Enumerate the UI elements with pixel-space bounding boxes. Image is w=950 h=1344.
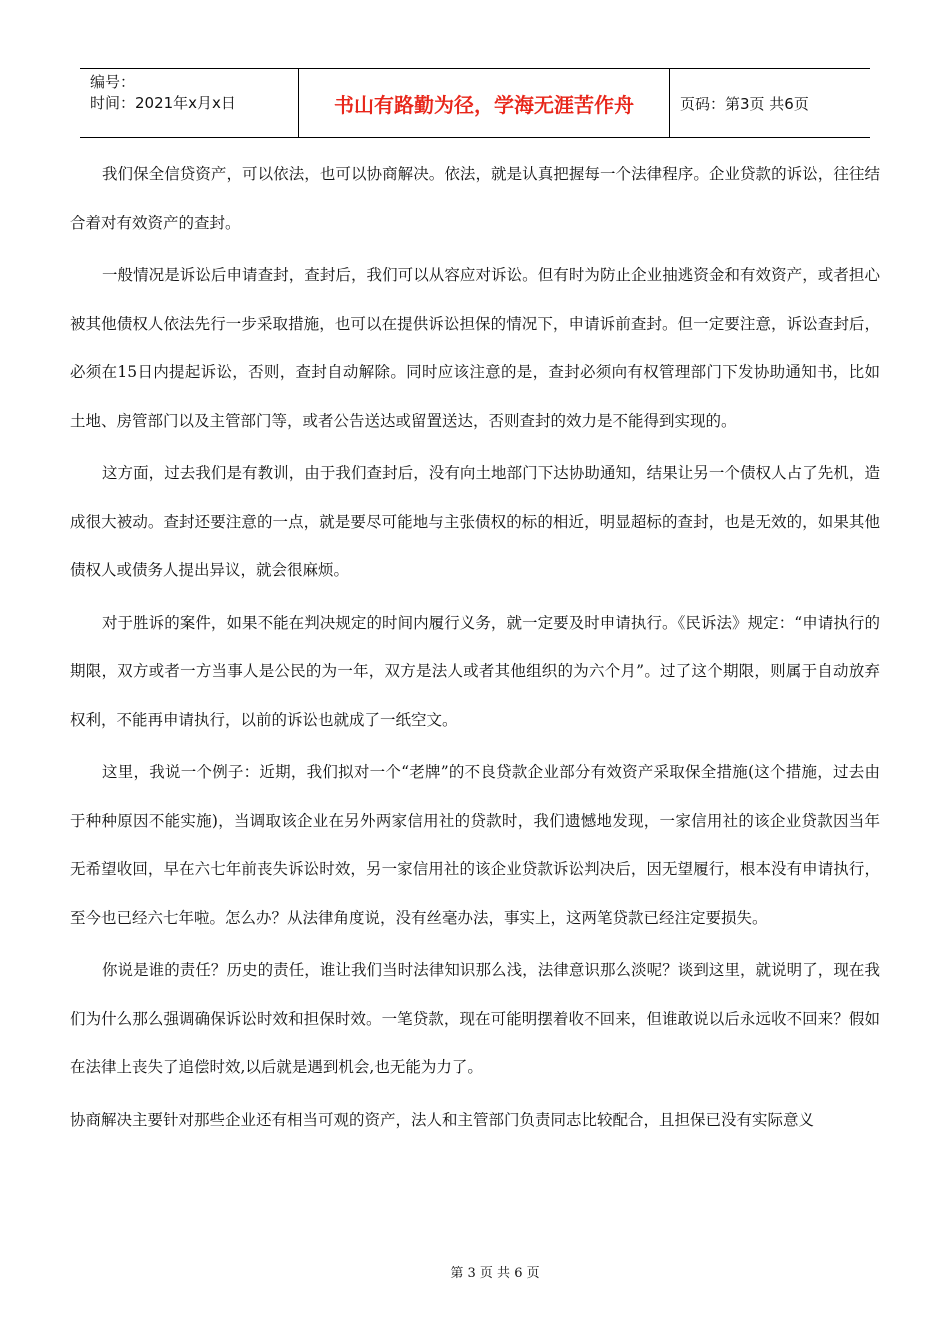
number-label: 编号： xyxy=(90,73,136,91)
paragraph-1: 我们保全信贷资产，可以依法，也可以协商解决。依法，就是认真把握每一个法律程序。企业贷款的诉讼，往往结合着对有效资产的查封。 xyxy=(70,165,880,232)
paragraph-2: 一般情况是诉讼后申请查封，查封后，我们可以从容应对诉讼。但有时为防止企业抽逃资金和有效资产，或者担心被其他债权人依法先行一步采取措施，也可以在提供诉讼担保的情况下，申请诉前查封。但一定要注意，诉讼查封后，必须在15日内提起诉讼，否则，查封自动解除。同时应该注意的是，查封必须向有权管理部门下发协助通知书，比如土地、房管部门以及主管部门等，或者公告送达或留置送达，否则查封的效力是不能得到实现的。 xyxy=(70,266,880,430)
paragraph-4: 对于胜诉的案件，如果不能在判决规定的时间内履行义务，就一定要及时申请执行。《民诉法》规定：“申请执行的期限，双方或者一方当事人是公民的为一年，双方是法人或者其他组织的为六个月”。过了这个期限，则属于自动放弃权利，不能再申请执行，以前的诉讼也就成了一纸空文。 xyxy=(70,613,880,729)
paragraph-3: 这方面，过去我们是有教训，由于我们查封后，没有向土地部门下达协助通知，结果让另一个债权人占了先机，造成很大被动。查封还要注意的一点，就是要尽可能地与主张债权的标的相近，明显超标的查封，也是无效的，如果其他债权人或债务人提出异议，就会很麻烦。 xyxy=(70,464,880,579)
page-footer: 第 3 页 共 6 页 xyxy=(450,1266,540,1281)
header-motto: 书山有路勤为径，学海无涯苦作舟 xyxy=(299,69,670,137)
header-meta xyxy=(80,69,299,137)
document-body xyxy=(70,150,880,1148)
page-header xyxy=(80,68,870,138)
paragraph-7: 协商解决主要针对那些企业还有相当可观的资产，法人和主管部门负责同志比较配合，且担保已没有实际意义 xyxy=(70,1110,815,1129)
time-label: 时间：2021年x月x日 xyxy=(90,94,236,112)
paragraph-5: 这里，我说一个例子：近期，我们拟对一个“老牌”的不良贷款企业部分有效资产采取保全措施(这个措施，过去由于种种原因不能实施)，当调取该企业在另外两家信用社的贷款时，我们遗憾地发现，一家信用社的该企业贷款因当年无希望收回，早在六七年前丧失诉讼时效，另一家信用社的该企业贷款诉讼判决后，因无望履行，根本没有申请执行，至今也已经六七年啦。怎么办？从法律角度说，没有丝毫办法，事实上，这两笔贷款已经注定要损失。 xyxy=(70,763,880,927)
paragraph-6: 你说是谁的责任？历史的责任，谁让我们当时法律知识那么浅，法律意识那么淡呢？谈到这里，就说明了，现在我们为什么那么强调确保诉讼时效和担保时效。一笔贷款，现在可能明摆着收不回来，但谁敢说以后永远收不回来？假如在法律上丧失了追偿时效,以后就是遇到机会,也无能为力了。 xyxy=(70,961,880,1076)
header-page-info: 页码：第3页 共6页 xyxy=(680,94,809,113)
